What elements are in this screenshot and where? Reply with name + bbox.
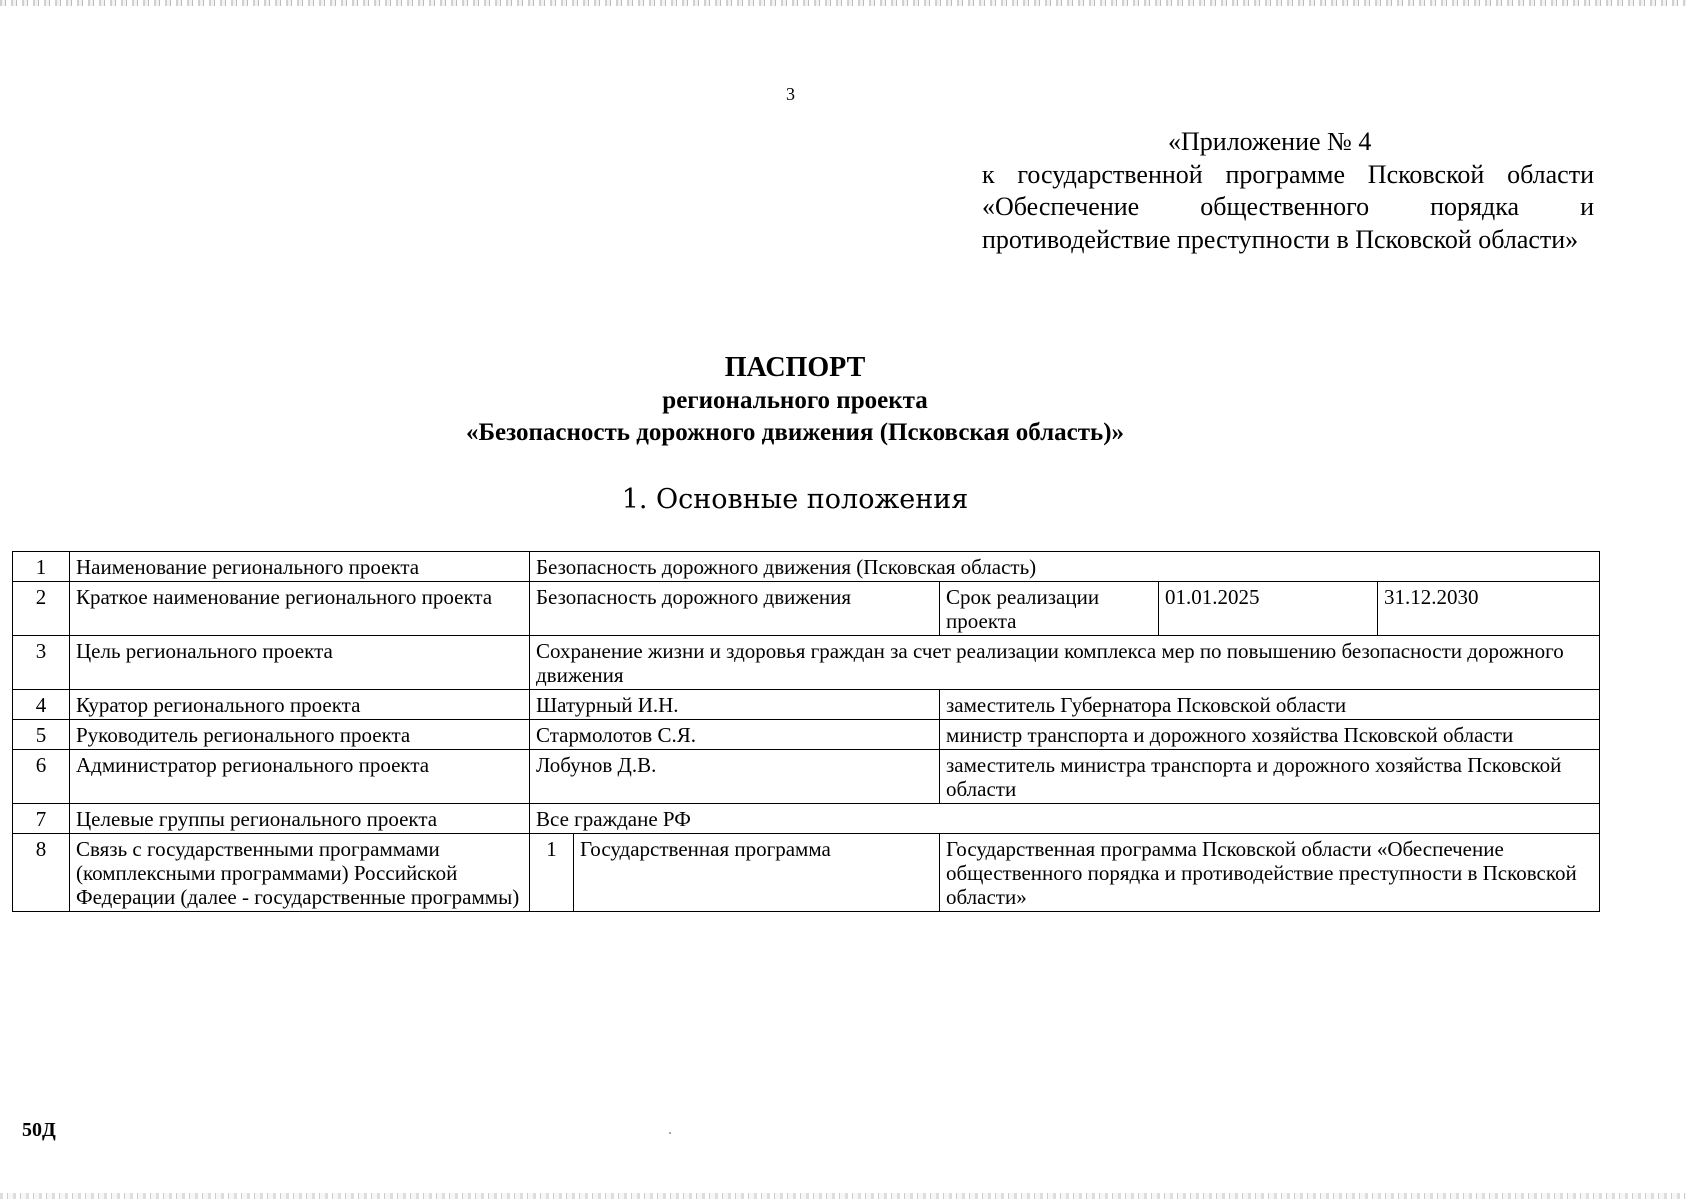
row-label: Связь с государственными программами (комплексными программами) Российской Федерации (далее - государственные программы) [70, 834, 530, 912]
table-row [13, 690, 1600, 720]
row-label: Руководитель регионального проекта [70, 720, 530, 750]
term-end: 31.12.2030 [1378, 582, 1600, 636]
scan-dot [669, 1132, 671, 1134]
person-position: заместитель Губернатора Псковской области [940, 690, 1600, 720]
appendix-title: «Приложение № 4 [1168, 127, 1372, 156]
appendix-body: к государственной программе Псковской области «Обеспечение общественного порядка и противодействие преступности в Псковской области» [982, 159, 1594, 254]
row-label: Цель регионального проекта [70, 636, 530, 690]
term-start: 01.01.2025 [1159, 582, 1378, 636]
scan-edge-bottom [0, 1193, 1686, 1199]
title-project-name: «Безопасность дорожного движения (Псковская область)» [465, 419, 1125, 446]
row-number: 4 [13, 690, 70, 720]
document-title [0, 351, 1590, 449]
person-name: Стармолотов С.Я. [530, 720, 940, 750]
table-row [13, 552, 1600, 582]
program-type: Государственная программа [574, 834, 940, 912]
row-label: Краткое наименование регионального проекта [70, 582, 530, 636]
appendix-header [982, 126, 1594, 256]
program-name: Государственная программа Псковской области «Обеспечение общественного порядка и противодействие преступности в Псковской области» [940, 834, 1600, 912]
row-number: 1 [13, 552, 70, 582]
row-value: Сохранение жизни и здоровья граждан за счет реализации комплекса мер по повышению безопасности дорожного движения [530, 636, 1600, 690]
table-row [13, 720, 1600, 750]
table-row [13, 636, 1600, 690]
person-name: Шатурный И.Н. [530, 690, 940, 720]
row-value: Безопасность дорожного движения (Псковская область) [530, 552, 1600, 582]
row-number: 6 [13, 750, 70, 804]
row-number: 5 [13, 720, 70, 750]
passport-table [12, 551, 1600, 912]
row-value: Все граждане РФ [530, 804, 1600, 834]
person-name: Лобунов Д.В. [530, 750, 940, 804]
row-value: Безопасность дорожного движения [530, 582, 940, 636]
table-row [13, 750, 1600, 804]
row-label: Целевые группы регионального проекта [70, 804, 530, 834]
row-number: 8 [13, 834, 70, 912]
person-position: министр транспорта и дорожного хозяйства Псковской области [940, 720, 1600, 750]
scan-edge-top [0, 0, 1686, 6]
row-number: 3 [13, 636, 70, 690]
table-row [13, 804, 1600, 834]
person-position: заместитель министра транспорта и дорожного хозяйства Псковской области [940, 750, 1600, 804]
section-title: 1. Основные положения [621, 484, 969, 515]
page-number: 3 [786, 84, 795, 104]
row-number: 2 [13, 582, 70, 636]
row-label: Администратор регионального проекта [70, 750, 530, 804]
table-row [13, 834, 1600, 912]
term-label: Срок реализации проекта [940, 582, 1159, 636]
program-sub-number: 1 [530, 834, 574, 912]
footer-code: 50Д [22, 1119, 56, 1141]
row-label: Наименование регионального проекта [70, 552, 530, 582]
row-number: 7 [13, 804, 70, 834]
row-label: Куратор регионального проекта [70, 690, 530, 720]
table-row [13, 582, 1600, 636]
title-passport: ПАСПОРТ [724, 352, 866, 383]
title-subtitle: регионального проекта [662, 387, 928, 414]
